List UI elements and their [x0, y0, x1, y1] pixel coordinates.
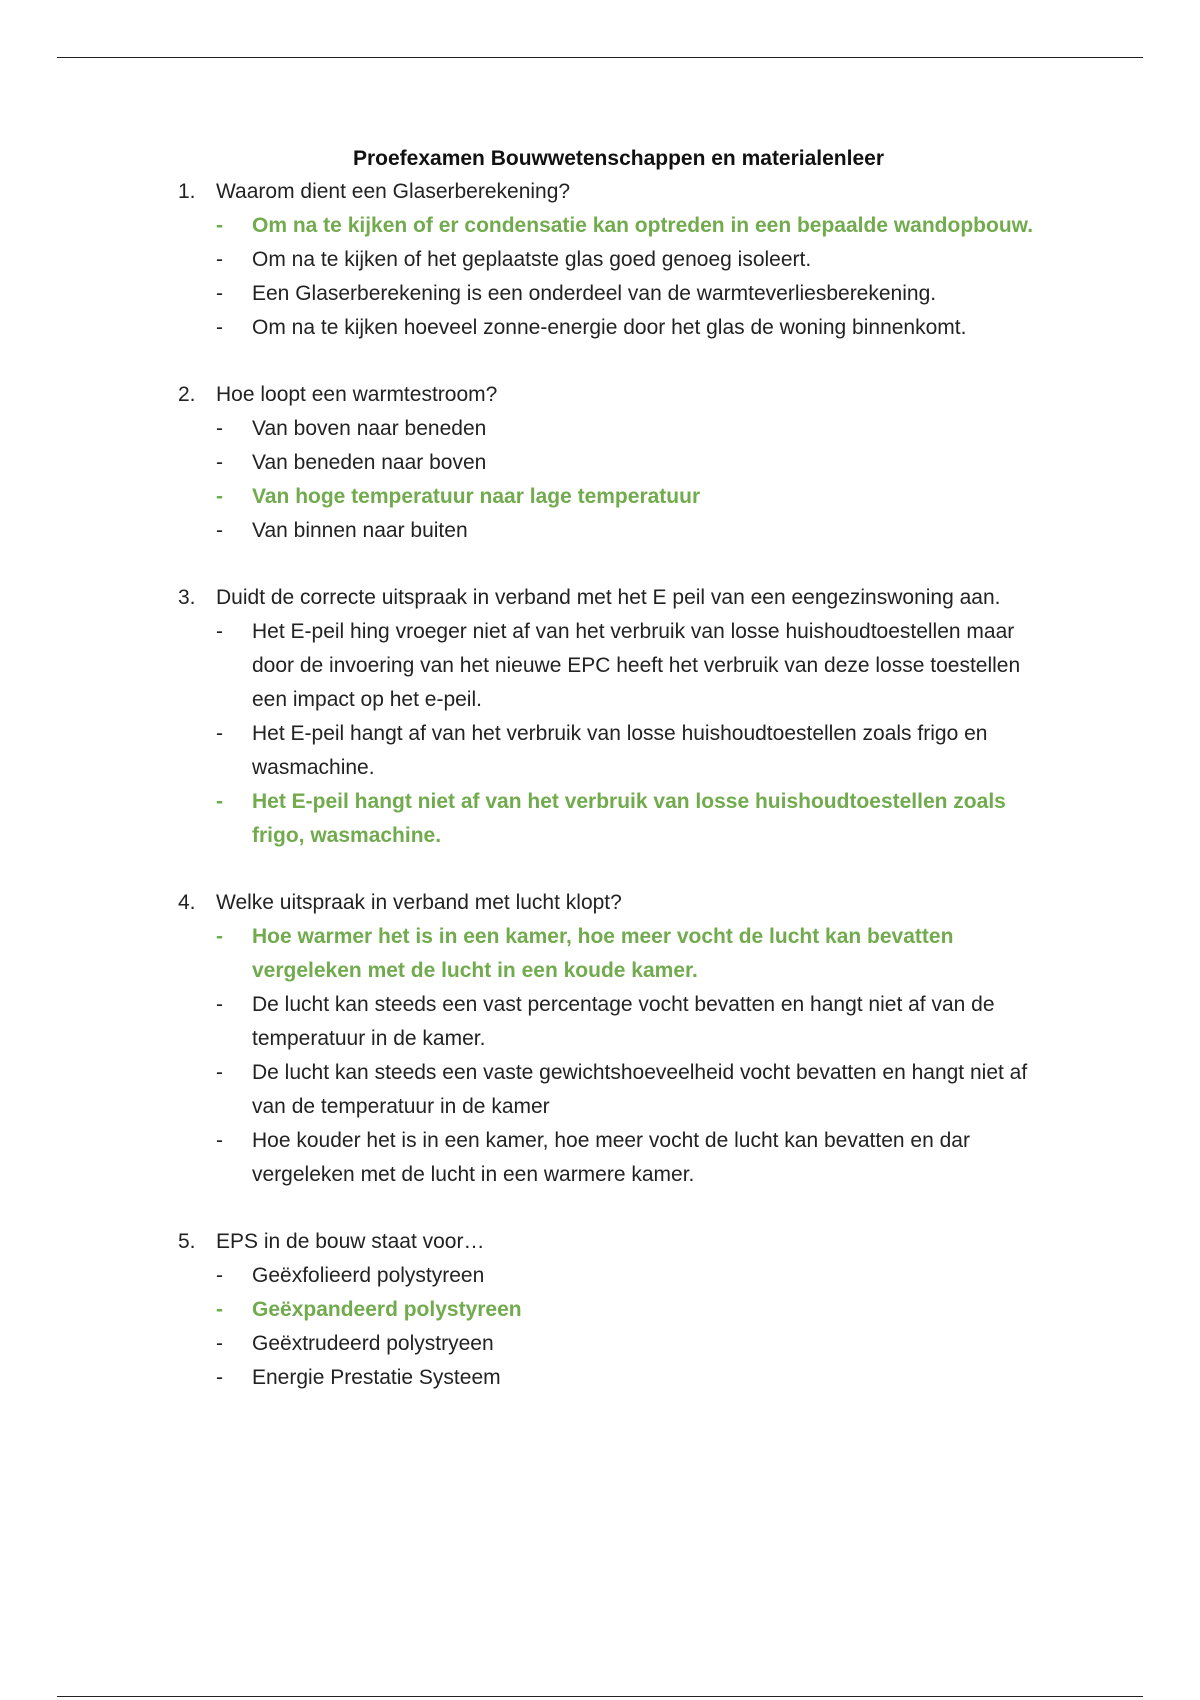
question-label: EPS in de bouw staat voor… — [216, 1230, 485, 1253]
question-label: Welke uitspraak in verband met lucht klopt? — [216, 891, 622, 914]
question-text — [0, 1225, 1200, 1259]
answer-text: Hoe warmer het is in een kamer, hoe meer vocht de lucht kan bevatten vergeleken met de lucht in een koude kamer. — [252, 925, 954, 982]
dash-bullet: - — [216, 248, 223, 271]
answer-option — [0, 243, 1200, 277]
answer-text: Hoe kouder het is in een kamer, hoe meer vocht de lucht kan bevatten en dar vergeleken met de lucht in een warmere kamer. — [252, 1129, 970, 1186]
dash-bullet: - — [216, 722, 223, 745]
answer-option-correct — [0, 480, 1200, 514]
dash-bullet: - — [216, 1264, 223, 1287]
answer-text: Energie Prestatie Systeem — [252, 1366, 501, 1389]
question-text — [0, 175, 1200, 209]
answer-option — [0, 988, 1200, 1056]
question-number: 4. — [178, 891, 196, 914]
answer-option — [0, 1259, 1200, 1293]
answer-option — [0, 446, 1200, 480]
dash-bullet: - — [216, 417, 223, 440]
answer-text: Om na te kijken of er condensatie kan optreden in een bepaalde wandopbouw. — [252, 214, 1034, 237]
answer-option — [0, 412, 1200, 446]
dash-bullet: - — [216, 282, 223, 305]
answer-option — [0, 277, 1200, 311]
answer-text: Om na te kijken of het geplaatste glas goed genoeg isoleert. — [252, 248, 812, 271]
answer-text: Van hoge temperatuur naar lage temperatuur — [252, 485, 701, 508]
dash-bullet: - — [216, 1061, 223, 1084]
answer-text: De lucht kan steeds een vaste gewichtshoeveelheid vocht bevatten en hangt niet af van de temperatuur in de kamer — [252, 1061, 1028, 1118]
dash-bullet: - — [216, 790, 223, 813]
answer-option-correct — [0, 785, 1200, 853]
answer-list — [0, 920, 1200, 1192]
answer-option — [0, 615, 1200, 717]
question-5 — [0, 1225, 1200, 1395]
answer-option — [0, 1124, 1200, 1192]
dash-bullet: - — [216, 993, 223, 1016]
dash-bullet: - — [216, 1366, 223, 1389]
dash-bullet: - — [216, 1332, 223, 1355]
question-label: Hoe loopt een warmtestroom? — [216, 383, 498, 406]
question-text — [0, 886, 1200, 920]
dash-bullet: - — [216, 925, 223, 948]
question-number: 1. — [178, 180, 196, 203]
dash-bullet: - — [216, 1298, 223, 1321]
answer-list — [0, 1259, 1200, 1395]
dash-bullet: - — [216, 519, 223, 542]
dash-bullet: - — [216, 620, 223, 643]
answer-option — [0, 1327, 1200, 1361]
answer-text: Geëxfolieerd polystyreen — [252, 1264, 485, 1287]
answer-text: Geëxtrudeerd polystryeen — [252, 1332, 494, 1355]
dash-bullet: - — [216, 451, 223, 474]
dash-bullet: - — [216, 214, 223, 237]
answer-text: Om na te kijken hoeveel zonne-energie door het glas de woning binnenkomt. — [252, 316, 967, 339]
answer-list — [0, 412, 1200, 548]
answer-text: Van binnen naar buiten — [252, 519, 468, 542]
question-1 — [0, 175, 1200, 345]
dash-bullet: - — [216, 485, 223, 508]
dash-bullet: - — [216, 1129, 223, 1152]
answer-list — [0, 209, 1200, 345]
answer-text: De lucht kan steeds een vast percentage vocht bevatten en hangt niet af van de temperatuur in de kamer. — [252, 993, 995, 1050]
answer-list — [0, 615, 1200, 853]
answer-text: Het E-peil hangt niet af van het verbruik van losse huishoudtoestellen zoals frigo, wasmachine. — [252, 790, 1006, 847]
answer-option — [0, 1361, 1200, 1395]
answer-option-correct — [0, 209, 1200, 243]
question-2 — [0, 378, 1200, 548]
question-text — [0, 378, 1200, 412]
question-3 — [0, 581, 1200, 853]
answer-option-correct — [0, 1293, 1200, 1327]
question-text — [0, 581, 1200, 615]
question-label: Waarom dient een Glaserberekening? — [216, 180, 571, 203]
question-number: 2. — [178, 383, 196, 406]
answer-option — [0, 311, 1200, 345]
footer-rule — [57, 1696, 1143, 1697]
question-number: 5. — [178, 1230, 196, 1253]
answer-option — [0, 514, 1200, 548]
question-number: 3. — [178, 586, 196, 609]
question-label: Duidt de correcte uitspraak in verband met het E peil van een eengezinswoning aan. — [216, 586, 1001, 609]
document-title: Proefexamen Bouwwetenschappen en materialenleer — [352, 147, 885, 170]
answer-option-correct — [0, 920, 1200, 988]
question-4 — [0, 886, 1200, 1192]
dash-bullet: - — [216, 316, 223, 339]
answer-text: Het E-peil hangt af van het verbruik van losse huishoudtoestellen zoals frigo en wasmachine. — [252, 722, 988, 779]
answer-text: Van beneden naar boven — [252, 451, 487, 474]
answer-text: Geëxpandeerd polystyreen — [252, 1298, 522, 1321]
document-body — [0, 144, 1200, 1428]
answer-option — [0, 717, 1200, 785]
header-rule — [57, 57, 1143, 58]
answer-text: Een Glaserberekening is een onderdeel van de warmteverliesberekening. — [252, 282, 937, 305]
answer-option — [0, 1056, 1200, 1124]
answer-text: Het E-peil hing vroeger niet af van het verbruik van losse huishoudtoestellen maar door de invoering van het nieuwe EPC heeft het verbruik van deze losse toestellen een impact op het e-peil. — [252, 620, 1021, 711]
answer-text: Van boven naar beneden — [252, 417, 487, 440]
